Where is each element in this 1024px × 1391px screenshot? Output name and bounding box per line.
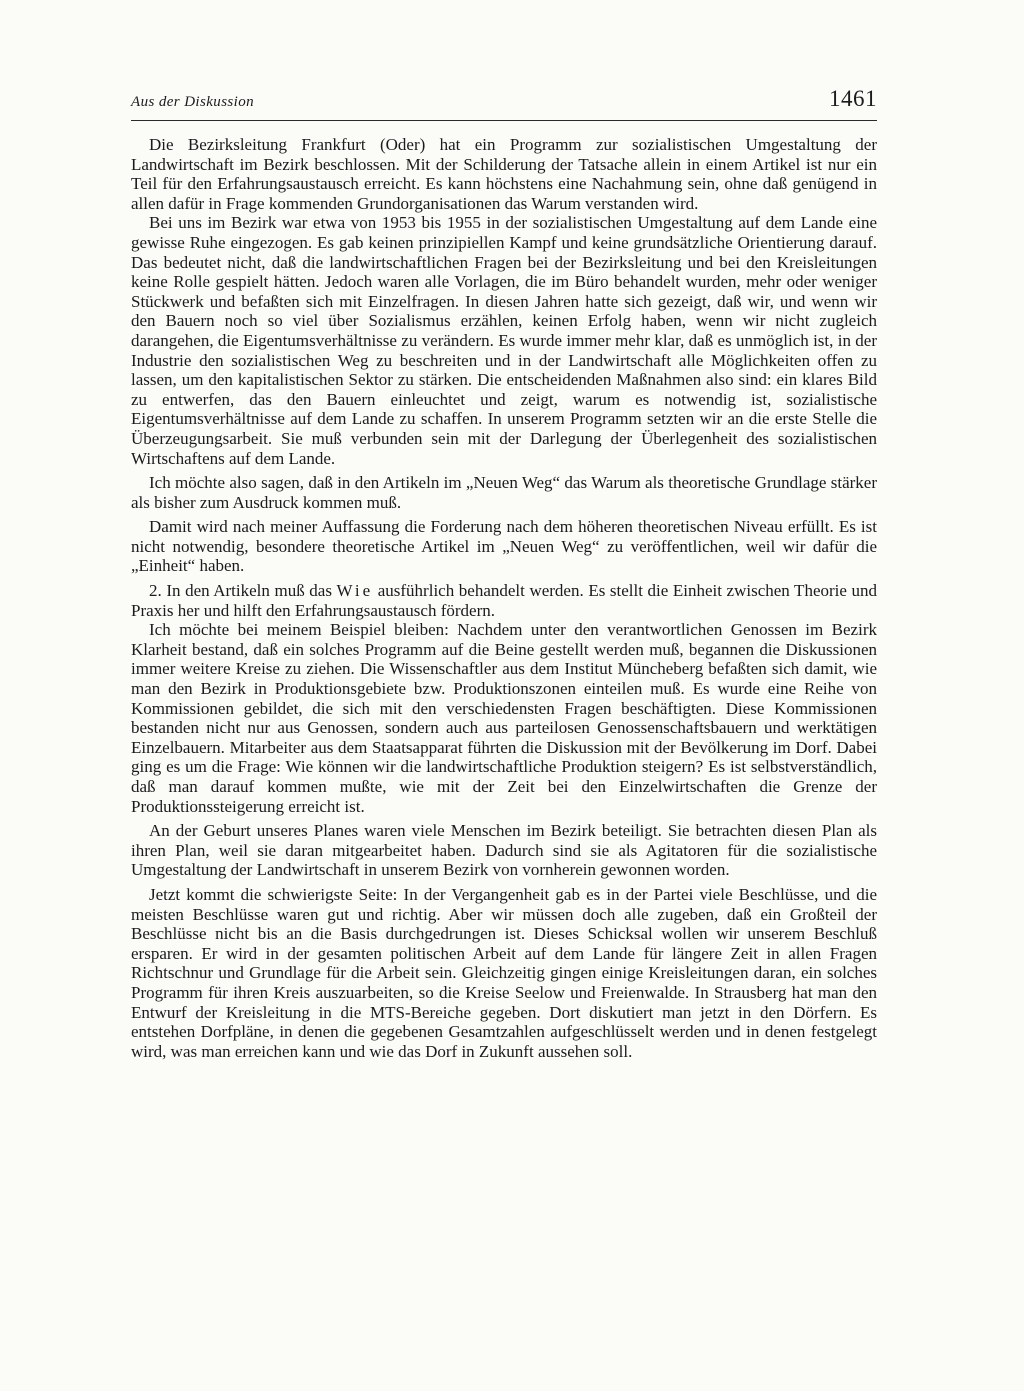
point-2-rest: Es stellt die Einheit zwischen Theorie und Praxis her und hilft den Erfahrungsaustausch fördern. [131, 581, 877, 620]
paragraph-1: Die Bezirksleitung Frankfurt (Oder) hat ein Programm zur sozialistischen Umgestaltung der Landwirtschaft im Bezirk beschlossen. Mit der Schilderung der Tatsache allein in einem Artikel ist nur ein Teil für den Erfahrungsaustausch erreicht. Es kann höchstens eine Nachahmung sein, ohne daß genügend in allen dafür in Frage kommenden Grundorganisationen das Warum verstanden wird. [131, 135, 877, 213]
point-2-suffix: ausführlich behandelt werden. [377, 581, 584, 601]
point-2-emphasis: Wie [336, 581, 374, 601]
page-number: 1461 [829, 86, 877, 111]
paragraph-5 [131, 581, 877, 620]
paragraph-4: Damit wird nach meiner Auffassung die Forderung nach dem höheren theoretischen Niveau erfüllt. Es ist nicht notwendig, besondere theoretische Artikel im „Neuen Weg“ zu veröffentlichen, weil wir dafür die „Einheit“ haben. [131, 517, 877, 576]
article-body [131, 135, 877, 1061]
paragraph-2: Bei uns im Bezirk war etwa von 1953 bis 1955 in der sozialistischen Umgestaltung auf dem Lande eine gewisse Ruhe eingezogen. Es gab keinen prinzipiellen Kampf und keine grundsätzliche Orientierung darauf. Das bedeutet nicht, daß die landwirtschaftlichen Fragen bei der Bezirksleitung und bei den Kreisleitungen keine Rolle gespielt hätten. Jedoch waren alle Vorlagen, die im Büro behandelt wurden, mehr oder weniger Stückwerk und befaßten sich mit Einzelfragen. In diesen Jahren hatte sich gezeigt, daß wir, und wenn wir den Bauern noch so viel über Sozialismus erzählen, keinen Erfolg haben, wenn wir nicht zugleich darangehen, die Eigentumsverhältnisse zu verändern. Es wurde immer mehr klar, daß es unmöglich ist, in der Industrie den sozialistischen Weg zu beschreiten und in der Landwirtschaft alle Möglichkeiten offen zu lassen, um den kapitalistischen Sektor zu stärken. Die entscheidenden Maßnahmen also sind: ein klares Bild zu entwerfen, das den Bauern einleuchtet und zeigt, warum es notwendig ist, sozialistische Eigentumsverhältnisse auf dem Lande zu schaffen. In unserem Programm setzten wir an die erste Stelle die Überzeugungsarbeit. Sie muß verbunden sein mit der Darlegung der Überlegenheit des sozialistischen Wirtschaftens auf dem Lande. [131, 213, 877, 468]
running-head: Aus der Diskussion [131, 94, 255, 110]
paragraph-3: Ich möchte also sagen, daß in den Artikeln im „Neuen Weg“ das Warum als theoretische Grundlage stärker als bisher zum Ausdruck kommen muß. [131, 473, 877, 512]
paragraph-7: An der Geburt unseres Planes waren viele Menschen im Bezirk beteiligt. Sie betrachten diesen Plan als ihren Plan, weil sie daran mitgearbeitet haben. Dadurch sind sie als Agitatoren für die sozialistische Umgestaltung der Landwirtschaft in unserem Bezirk von vornherein gewonnen worden. [131, 821, 877, 880]
document-page [131, 84, 877, 1061]
point-2-prefix: 2. In den Artikeln muß das [149, 581, 332, 601]
paragraph-8: Jetzt kommt die schwierigste Seite: In der Vergangenheit gab es in der Partei viele Beschlüsse, und die meisten Beschlüsse waren gut und richtig. Aber wir müssen doch alle zugeben, daß ein Großteil der Beschlüsse nicht bis an die Basis durchgedrungen ist. Dieses Schicksal wollen wir unserem Beschluß ersparen. Er wird in der gesamten politischen Arbeit auf dem Lande für längere Zeit in allen Fragen Richtschnur und Grundlage für die Arbeit sein. Gleichzeitig gingen einige Kreisleitungen daran, ein solches Programm für ihren Kreis auszuarbeiten, so die Kreise Seelow und Freienwalde. In Strausberg hat man den Entwurf der Kreisleitung in die MTS-Bereiche gegeben. Dort diskutiert man jetzt in den Dörfern. Es entstehen Dorfpläne, in denen die gegebenen Gesamtzahlen aufgeschlüsselt werden und in denen festgelegt wird, was man erreichen kann und wie das Dorf in Zukunft aussehen soll. [131, 884, 877, 1061]
page-header [131, 84, 877, 121]
paragraph-6: Ich möchte bei meinem Beispiel bleiben: Nachdem unter den verantwortlichen Genossen im Bezirk Klarheit bestand, daß ein solches Programm auf die Beine gestellt werden muß, begannen die Diskussionen immer weitere Kreise zu ziehen. Die Wissenschaftler aus dem Institut Müncheberg befaßten sich damit, wie man den Bezirk in Produktionsgebiete bzw. Produktionszonen einteilen muß. Es wurde eine Reihe von Kommissionen gebildet, die sich mit den verschiedensten Fragen beschäftigten. Diese Kommissionen bestanden nicht nur aus Genossen, sondern auch aus parteilosen Genossenschaftsbauern und werktätigen Einzelbauern. Mitarbeiter aus dem Staatsapparat führten die Diskussion mit der Bevölkerung im Dorf. Dabei ging es um die Frage: Wie können wir die landwirtschaftliche Produktion steigern? Es ist selbstverständlich, daß man darauf kommen mußte, wie mit der Zeit bei den Einzelwirtschaften die Grenze der Produktionssteigerung erreicht ist. [131, 620, 877, 816]
